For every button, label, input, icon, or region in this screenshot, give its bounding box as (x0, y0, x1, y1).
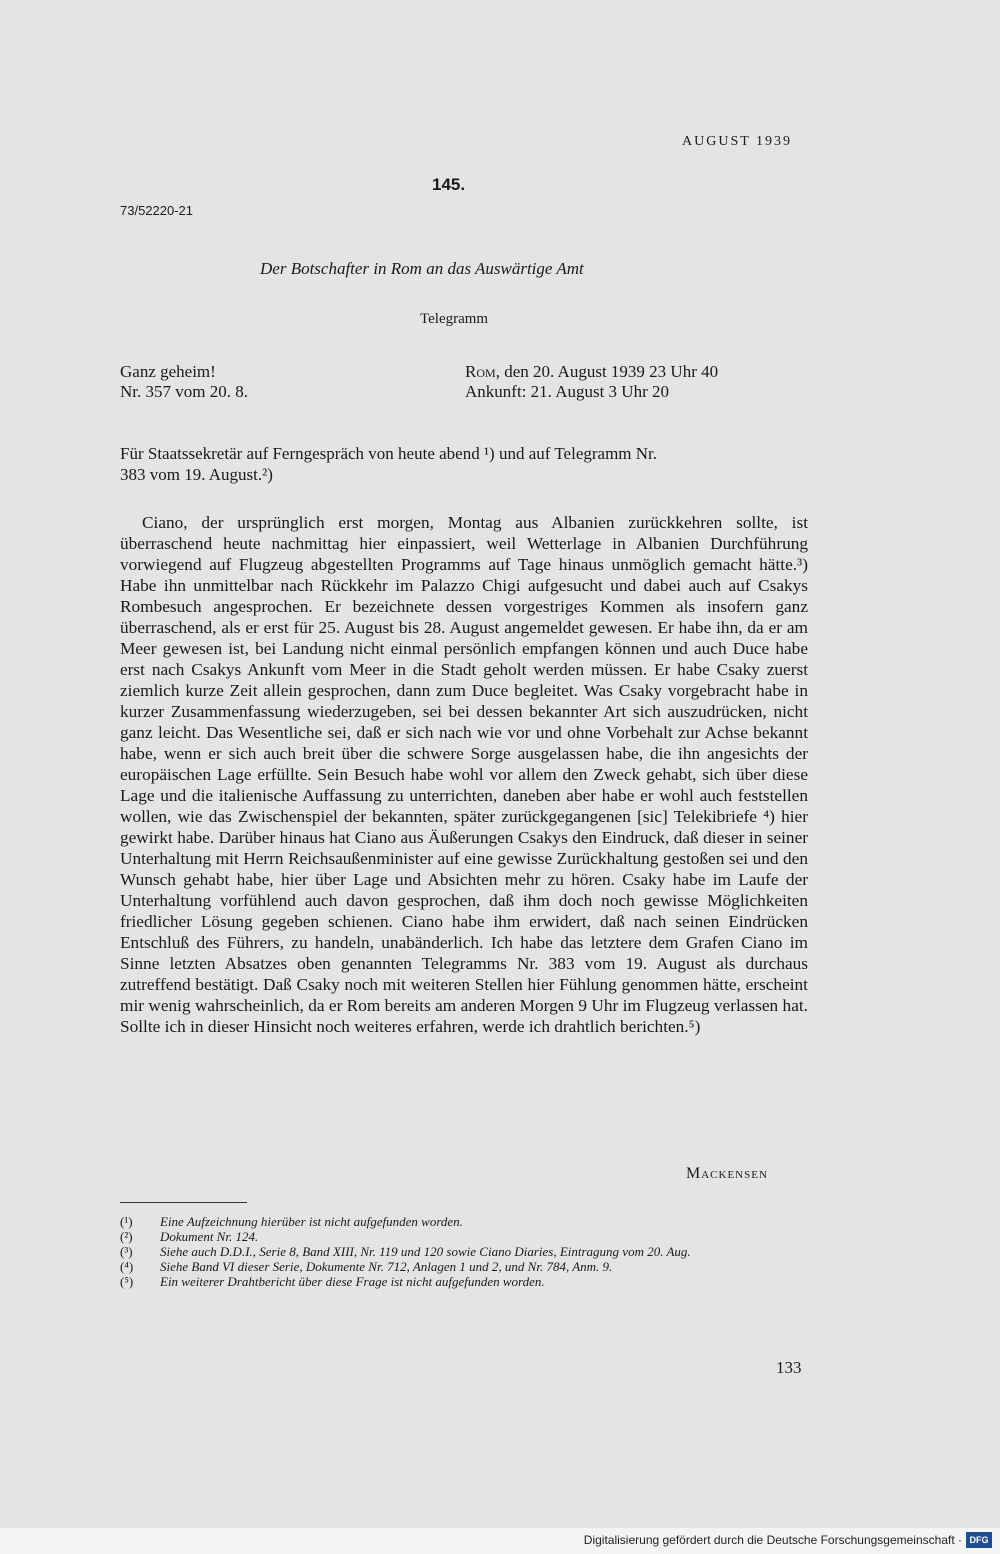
dfg-logo-icon: DFG (966, 1532, 992, 1548)
footnote-divider (120, 1202, 247, 1203)
place: Rom (465, 362, 496, 381)
page-number: 133 (776, 1358, 802, 1377)
funding-notice: Digitalisierung gefördert durch die Deutsche Forschungsgemeinschaft · (583, 1533, 962, 1547)
footnote-number: (²) (120, 1229, 133, 1244)
telegram-number: Nr. 357 vom 20. 8. (120, 382, 248, 401)
footnote-text: Eine Aufzeichnung hierüber ist nicht aufgefunden worden. (160, 1214, 463, 1229)
body-paragraph: Ciano, der ursprünglich erst morgen, Montag aus Albanien zurückkehren sollte, ist überraschend heute nachmittag hier einpassiert, weil Wetterlage in Albanien Durchführung vorwiegend auf Flugzeug abgestellten Programms auf Tage hinaus unmöglich gemacht hätte.³) Habe ihn unmittelbar nach Rückkehr im Palazzo Chigi aufgesucht und dabei auch auf Csakys Rombesuch angesprochen. Er bezeichnete dessen vorgestriges Kommen als insofern ganz überraschend, als er erst für 25. August bis 28. August angemeldet gewesen. Er habe ihn, da er am Meer gewesen ist, bei Landung nicht einmal persönlich empfangen können und auch Duce habe erst nach Csakys Ankunft vom Meer in die Stadt geholt werden müssen. Er habe Csaky zuerst ziemlich kurze Zeit allein gesprochen, dann zum Duce begleitet. Was Csaky vorgebracht habe in kurzer Zusammenfassung wiederzugeben, sei bei dessen bekannter Art sich auszudrücken, nicht ganz leicht. Das Wesentliche sei, daß er sich nach wie vor und ohne Vorbehalt zur Achse bekannt habe, wenn er sich auch breit über die schwere Sorge ausgelassen habe, die ihn angesichts der europäischen Lage erfüllte. Sein Besuch habe wohl vor allem den Zweck gehabt, sich über diese Lage und die italienische Auffassung zu unterrichten, daneben aber habe er wohl auch feststellen wollen, wie das Zwischenspiel der bekannten, später zurückgegangenen [sic] Telekibriefe ⁴) hier gewirkt habe. Darüber hinaus hat Ciano aus Äußerungen Csakys den Eindruck, daß dieser in seiner Unterhaltung mit Herrn Reichsaußenminister auf eine gewisse Zurückhaltung gestoßen sei und den Wunsch gehabt habe, hier über Lage und Absichten mehr zu hören. Csaky habe im Laufe der Unterhaltung vorfühlend auch davon gesprochen, daß ihm doch noch gewisse Möglichkeiten friedlicher Lösung gegeben schienen. Ciano habe ihm erwidert, daß nach seinen Eindrücken Entschluß des Führers, zu handeln, unabänderlich. Ich habe das letztere dem Grafen Ciano im Sinne letzten Absatzes oben genannten Telegramms Nr. 383 vom 19. August als durchaus zutreffend bestätigt. Daß Csaky noch mit weiteren Stellen hier Fühlung genommen hätte, erscheint mir wenig wahrscheinlich, da er Rom bereits am anderen Morgen 9 Uhr im Flugzeug verlassen hat. Sollte ich in dieser Hinsicht noch weiteres erfahren, werde ich drahtlich berichten.⁵) (120, 513, 808, 1036)
footnote-number: (³) (120, 1244, 133, 1259)
document-title: Der Botschafter in Rom an das Auswärtige Amt (260, 259, 584, 278)
footnotes (120, 1214, 810, 1289)
footnote-number: (⁴) (120, 1259, 134, 1274)
running-head: AUGUST 1939 (682, 134, 793, 149)
meta-right (465, 362, 718, 402)
meta-left (120, 362, 248, 402)
document-type: Telegramm (420, 311, 489, 327)
footnote-number: (⁵) (120, 1274, 134, 1289)
arrival-line: Ankunft: 21. August 3 Uhr 20 (465, 382, 669, 401)
footnote (120, 1274, 810, 1289)
footnote (120, 1244, 810, 1259)
footnote-text: Dokument Nr. 124. (160, 1229, 259, 1244)
classification: Ganz geheim! (120, 362, 216, 381)
film-reference: 73/52220-21 (120, 203, 194, 218)
footnote (120, 1259, 810, 1274)
footnote-number: (¹) (120, 1214, 133, 1229)
footnote (120, 1214, 810, 1229)
document-number: 145. (432, 175, 466, 194)
footnote-text: Siehe Band VI dieser Serie, Dokumente Nr. 712, Anlagen 1 und 2, und Nr. 784, Anm. 9. (160, 1259, 613, 1274)
intro-paragraph: Für Staatssekretär auf Ferngespräch von heute abend ¹) und auf Telegramm Nr. 383 vom 19. August.²) (120, 444, 658, 484)
sent-line (465, 362, 718, 382)
footnote-text: Siehe auch D.D.I., Serie 8, Band XIII, Nr. 119 und 120 sowie Ciano Diaries, Eintragung vom 20. Aug. (160, 1244, 691, 1259)
sent-time: , den 20. August 1939 23 Uhr 40 (495, 362, 719, 381)
footnote (120, 1229, 810, 1244)
footnote-text: Ein weiterer Drahtbericht über diese Frage ist nicht aufgefunden worden. (160, 1274, 545, 1289)
signature: Mackensen (686, 1165, 768, 1182)
